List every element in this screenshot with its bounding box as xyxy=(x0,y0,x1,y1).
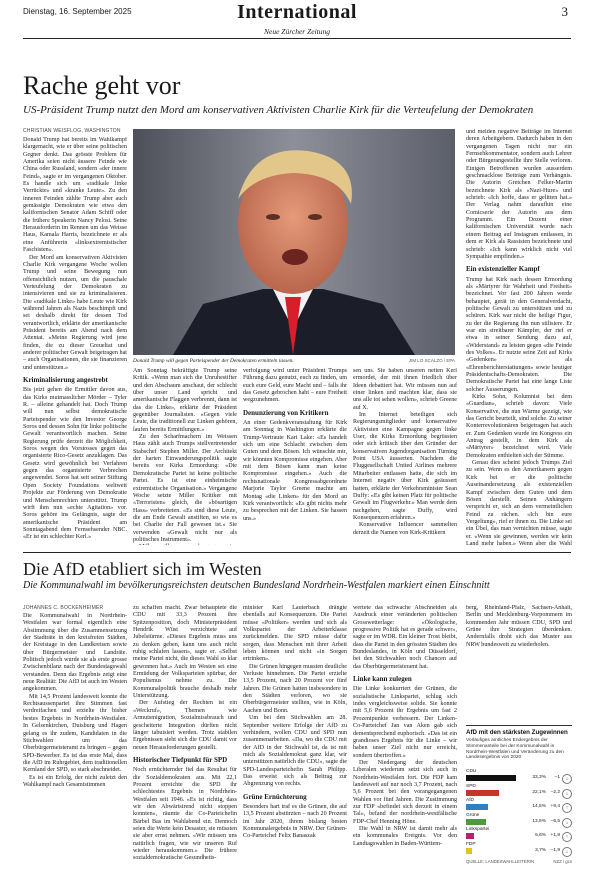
chart-change-label: –1 xyxy=(554,775,560,780)
chart-category-label: Grüne xyxy=(466,812,480,818)
newspaper-brand: Neue Zürcher Zeitung xyxy=(264,27,330,36)
photo-credit: JIM LO SCALZO / EPA xyxy=(408,358,455,363)
article2-col4 xyxy=(353,605,457,867)
arrow-down-icon: ↓ xyxy=(562,847,572,857)
chart-change-label: –1,9 xyxy=(550,847,560,853)
chart-title: AfD mit den stärksten Zugewinnen xyxy=(466,729,568,736)
subheading: Denunzierung von Kritikern xyxy=(243,408,329,417)
article1-col1 xyxy=(23,137,127,545)
subheading: Grüne Ernüchterung xyxy=(243,792,307,801)
article2-subhead: Die Kommunalwahl im bevölkerungsreichsten deutschen Bundesland Nordrhein-Westfalen markiert einen Einschnitt xyxy=(23,580,490,591)
paragraph: Der Mord am konservativen Aktivisten Charlie Kirk vergangene Woche wollen Trump und seine Bewegung nun offensichtlich nutzen, um die pauschale Verteufelung der Demokraten zu intensivieren und sie zu kriminalisieren. Die «radikale Linke» habe Leute wie Kirk während Jahren als Nazis beschimpft und sei deshalb direkt für dessen Tod verantwortlich, erklärte der amerikanische Präsident bereits am Abend nach dem Attentat. «Meine Regierung wird jene finden, die zu dieser Greueltat und anderer politischer Gewalt beigetragen hat – auch Organisationen, die sie finanzieren und unterstützen.» xyxy=(23,254,127,371)
chart-bar xyxy=(466,775,516,781)
paragraph: Am Sonntag bekräftigte Trump seine Kritik. «Wenn man sich die Unruhestifter und den Abschaum anschaut, der schlecht über unser Land spricht und amerikanische Flaggen verbrennt, dann ist das die Linke», erklärte der Präsident gegenüber Journalisten. «Gegen viele Leute, die traditionell zur Linken gehören, laufen bereits Ermittlungen.» xyxy=(133,368,237,433)
chart-category-label: SPD xyxy=(466,783,476,789)
paragraph: Bis jetzt gehen die Ermittler davon aus, das Kirks mutmasslicher Mörder – Tyler R. – alleine gehandelt hat. Doch Trump will nun selbst demokratische Parteispender wie den Investor George Soros und dessen Sohn für linke politische Gewalt verantwortlich machen. Seine Regierung prüfe derzeit die Möglichkeit, Soros wegen des Vorstosses gegen das organisierte Rico-Gesetz anzuklagen. Das Gesetz wird gewöhnlich bei Verfahren gegen das organisierte Verbrechen angewendet. Soros hat seit seiner Stiftung Open Society Foundations weltweit Projekte zur Förderung von Demokratie und Menschenrechten unterstützt. Trump wirft ihm nun «echte Agitation» vor. Soros gehöre ins Gefängnis, sagte der amerikanische Präsident am Sonntagabend dem Fernsehsender NBC. «Er ist ein schlechter Kerl.» xyxy=(23,387,127,541)
article1-byline: CHRISTIAN WEISFLOG, WASHINGTON xyxy=(23,128,121,134)
chart-bar xyxy=(466,790,499,796)
paragraph: Trump hat Kirk nach dessen Ermordung als «Märtyrer für Wahrheit und Freiheit» bezeichnet. Vor fast 200 Jahren werde behauptet, gerät in den Generalverdacht, politische Gewalt zu unterstützen und zu schüren. Kirk war nicht die heilige Figur, zu der die Regierung ihn nun stilisiere. Er war ein streitbarer Kämpfer, der rief er etwa in seiner Sendung dazu auf, «Widerstand» zu leisten gegen «die Feinde des Volkes». Er nutzte seine Zeit auf Kirks «Gedenken» als «Ehrenberichterstattungen» sowie heutiger Präsidentschafts-Demokraten. Die Demokratische Partei hat eine lange Liste solcher Äusserungen. xyxy=(466,276,572,393)
subheading: Kriminalisierung angestrebt xyxy=(23,376,108,384)
photo-caption: Donald Trump will gegen Parteispender der Demokraten ermitteln lassen. xyxy=(133,358,294,364)
paragraph: Die Grünen hingegen mussten deutliche Verluste hinnehmen. Die Partei erzielte 13,5 Prozent, nach 20 Prozent vor fünf Jahren. Die Grünen hatten insbesondere in den Städten verloren, wo sie Oberbürgermeister stellten, wie in Köln, Aachen und Bonn. xyxy=(243,663,347,714)
election-results-chart xyxy=(466,725,572,867)
article2-col3 xyxy=(243,605,347,867)
paragraph: An einer Gedenkveranstaltung für Kirk am Sonntag in Washington erklärte die Trump-Vertraute Kari Lake: «Es handelt sich um eine Schlacht zwischen dem Guten und dem Bösen. Ich wünschte mir, wir könnten Kompromisse eingehen. Aber mit dem Bösen kann man keine Kompromisse eingehen.» Auch die rechtsnationale Kongressabgeordnete Marjorie Taylor Greene machte am Montag «die Linken» für den Mord an Kirk verantwortlich: «Es gibt nichts mehr zu besprechen mit der Linken. Sie hassen uns.» xyxy=(243,420,347,522)
paragraph: Die Wahl in NRW ist damit mehr als ein kommunales Ereignis. Vor den Landtagswahlen in Baden-Württem- xyxy=(353,825,457,847)
paragraph: Kirks Sohn, Kolumnist bei dem «Guardian», schrieb davon: Viele Konservative, die nun Wärme gezeigt, wie das Gericht beurteilt, sind solche. Zu seiner Konterrevolutionären beigetragen hat auch er. Zum Gedenken wurde im Kongress ein Antrag gestellt, in dem Kirk als «Märtyrer» bezeichnet wird. Viele Demokraten enthielten sich der Stimme. xyxy=(466,394,572,459)
chart-source: QUELLE: LANDESWAHLLEITERIN xyxy=(466,859,535,864)
chart-category-label: FDP xyxy=(466,841,476,847)
subheading: Linke kann zulegen xyxy=(353,675,412,684)
chart-value-label: 3,7% xyxy=(535,847,546,853)
chart-row xyxy=(466,784,572,797)
chart-rows xyxy=(466,769,572,855)
article2-col1 xyxy=(23,613,127,867)
paragraph: Es ist ein Erfolg, der nicht zuletzt den Wahlkampf nach Gesamtstimmen xyxy=(23,774,127,788)
paragraph: Donald Trump hat bereits im Wahlkampf klargemacht, wie er über seine politischen Gegner denkt. Das grösste Problem für Amerika seien nicht äussere Feinde wie China oder Russland, sondern «der innere Feind», sagte er im vergangenen Oktober. Es handle sich um «radikale linke Verrückte» und «kranke Leute». Zu den inneren Feinden zählte Trump aber auch gemässigte Demokraten wie etwa den kalifornischen Senator Adam Schiff oder die frühere Speakerin Nancy Pelosi. Seine Herausforderin im Rennen um das Weisse Haus, Kamala Harris, bezeichnete er als eine Anführerin «linksextremistischer Faschisten». xyxy=(23,137,127,254)
paragraph: Der Aufstieg der Rechten ist ein «Weckruf», Themen wie Armutsmigration, Sozialmissbrauch und gescheiterte Integration dürften nicht länger tabuisiert werden. Trotz stabilen Ergebnissen sieht sich die CDU damit vor neuen Herausforderungen gestellt. xyxy=(133,700,237,751)
paragraph: minister Karl Lauterbach drängte ebenfalls auf Konsequenzen. Die Partei müsse «Politiker» werden und sich als Volkspartei der Arbeiterklasse zurückmelden. Die SPD müsse dafür sorgen, dass Menschen mit ihrer Arbeit leben können und nicht «in Sorgen ertrinken». xyxy=(243,605,347,663)
issue-date: Dienstag, 16. September 2025 xyxy=(23,7,132,16)
chart-category-label: AfD xyxy=(466,798,474,803)
paragraph: verfolgung wird unter Präsident Trumps Führung dazu genutzt, euch zu finden, um euch eure Geld, eure Macht und – falls ihr das Gesetz gebrochen habt – eure Freiheit wegzunehmen. xyxy=(243,368,347,404)
chart-bar xyxy=(466,848,472,854)
chart-row xyxy=(466,827,572,840)
arrow-down-icon: ↓ xyxy=(562,818,572,828)
arrow-down-icon: ↓ xyxy=(562,789,572,799)
article1-col1-text xyxy=(23,137,127,545)
chart-category-label: CDU xyxy=(466,769,477,774)
paragraph: Genau dies scheint jedoch Trumps Ziel zu sein. Wenn es den Amerikanern gegen Kirk bei er die politische Auseinandersetzung als existenziellen Kampf zwischen dem Guten und dem Bösen darstellt. Seinen Anhängern verspricht er, sich an dem vermeintlichen Feind zu rächen. «Ich bin eure Vergeltung», rief er ihnen zu. Die Linke sei ein Übel, das man vernichten müsse, sagte er. «Wenn sie gewinnen, werden wir kein Land mehr haben.» Wenn aber die Wahl xyxy=(466,460,572,545)
subheading: Ein existenzieller Kampf xyxy=(466,265,540,274)
trump-photo xyxy=(133,129,455,355)
chart-subtitle: Vorläufiges amtliches Endergebnis der Stimmenanteile bei der Kommunalwahl in Nordrhein-Westfalen und Veränderung zu den Landesergebnis von 2020 xyxy=(466,738,564,761)
arrow-up-icon: ↑ xyxy=(562,832,572,842)
arrow-up-icon: ↑ xyxy=(562,803,572,813)
chart-row xyxy=(466,813,572,826)
paragraph: wertete das schwache Abschneiden als Ausdruck einer veränderten politischen Grosswetterlage: «Ökologische, progressive Politik hat es gerade schwer», sagte er im WDR. Ein kleiner Trost bleibt, dass die Partei in den grössten Städten des Bundeslandes, in Köln und Düsseldorf, bei den Stichwahlen noch Chancen auf das Oberbürgermeisteramt hat. xyxy=(353,605,457,670)
chart-change-label: –2,2 xyxy=(550,789,560,795)
chart-value-label: 33,3% xyxy=(532,775,546,780)
paragraph: Die Linke konkurriert der Grünen, die sozialistische Linkspartei, schlug sich indes vergleichsweise solide. Sie konnte mit 5,6 Prozent ihr Ergebnis um fast 2 Prozentpunkte verbessern. Der Linken-Co-Parteichef Jan van Aken gab sich dementsprechend euphorisch. «Das ist ein grandioses Ergebnis für die Linke – wir haben unser Ziel nicht nur erreicht, sondern übertroffen.» xyxy=(353,686,457,759)
article1-subhead: US-Präsident Trump nutzt den Mord am konservativen Aktivisten Charlie Kirk für die Verteufelung der Demokraten xyxy=(23,104,534,116)
chart-row xyxy=(466,842,572,855)
paragraph: berg, Rheinland-Pfalz, Sachsen-Anhalt, Berlin und Mecklenburg-Vorpommern im kommenden Jahr müssen CDU, SPD und Grüne ihre Strategien überdenken. Andernfalls droht sich das Muster aus NRW bundesweit zu wiederholen. xyxy=(466,605,572,648)
paragraph: Noch ernüchternder fiel das Resultat für die Sozialdemokraten aus. Mit 22,1 Prozent erreichte die SPD ihr schlechtestes Ergebnis in Nordrhein-Westfalen seit 1946. «Es ist richtig, dass wir den Abwärtstrend nicht stoppen konnten», räumte die Co-Parteichefin Bärbel Bas im Wahlabend ein. Dennoch seien die Werte kein Desaster, sie müssten sie aber ernst nehmen. «Wir müssen uns natürlich fragen, wie wir unseren Ruf wieder herauskommen.» Die frühere sozialdemokratische Gesundheits- xyxy=(133,767,237,862)
chart-value-label: 14,5% xyxy=(532,804,546,809)
chart-row xyxy=(466,798,572,811)
paragraph: Im Internet beteiligen sich Regierungsmitglieder und konservative Aktivisten eine Kampagne gegen linke User, die Kirks Ermordung begrüssten oder sich kritisch über den Gründer der konservativen Jugendorganisation Turning Point USA äusserten. Nachdem die Fluggesellschaft United Airlines mehrere Mitarbeiter entlassen hatte, die sich im Internet negativ über Kirk geäussert hatten, erklärte der Verkehrsminister Sean Duffy: «Es gibt keinen Platz für politische Gewalt im Flugverkehr.» Man werde dem nachgehen, sagte Duffy, wird Konsequenzen erfahren.» xyxy=(353,412,457,521)
chart-bar xyxy=(466,804,488,810)
header-rule xyxy=(23,38,571,39)
paragraph: zu schaffen macht. Zwar behauptete die CDU mit 33,3 Prozent ihre Spitzenposition, doch Ministerpräsident Hendrik Wüst verzichtete auf Jubelstürme. «Dieses Ergebnis muss uns zu denken geben, kann uns auch nicht ruhig schlafen lassen», sagte er. «Selbst meine Partei nicht, die dieses Wahl so klar gewonnen hat.» Auch im Westen sei eine Ermüdung der Volksparteien spürbar, der Populismus nehme zu. Die Kommunalpolitik brauche deshalb mehr Unterstützung. xyxy=(133,605,237,700)
paragraph: und melden negative Beiträge im Internet deren Arbeitgebern. Dadurch haben in den vergangenen Tagen nicht nur ein Fernsehkommentator, sondern auch Lehrer oder Bürgerangestellte ihre Stelle verloren. Einigen Betroffenen wurden ausserdem geschmacklose Beiträge zum Verhängnis. Die Autorin Gretchen Felker-Martin bezeichnete Kirk als «Nazi-Hure» und schrieb: «Ich hoffe, dass er gelitten hat.» Der Verlag nahm daraufhin eine Comicserie der Autorin aus dem Programm. Ein Dozent einer kalifornischen Universität wurde nach einem Beitrag auf Instagram entlassen, in dem er Kirk als Rassisten bezeichnete und schrieb: «Ich kann wirklich nicht viel Sympathie empfinden.» xyxy=(466,129,572,260)
article1-col4 xyxy=(353,368,457,545)
article1-col2 xyxy=(133,368,237,545)
article2-headline: Die AfD etabliert sich im Westen xyxy=(23,559,262,579)
paragraph: Zu den Scharfmachern im Weissen Haus zählt auch Trumps stellvertretender Stabschef Stephen Miller. Der Architekt der harten Einwanderungspolitik sagte bereits vor Kirks Ermordung: «Die Demokratische Partei ist keine politische Partei. Es ist eine einheimische extremistische Organisation.» Vergangene Woche setzte Miller Kritiker mit «Terroristen» gleich, die «bösartigen Hass» verbreiteten. «Es sind diese Leute, die am Ende Gewalt anstiften, so wie es bei Charlie der Fall gewesen ist.» Sie verwenden «Gewalt nicht nur als politisches Instrument». xyxy=(133,434,237,543)
section-title: International xyxy=(237,1,357,23)
article-divider xyxy=(23,552,571,553)
chart-bar xyxy=(466,833,474,839)
page-number: 3 xyxy=(561,4,568,19)
article2-col5 xyxy=(466,605,572,715)
article1-col3 xyxy=(243,368,347,545)
article1-headline: Rache geht vor xyxy=(23,71,181,100)
chart-change-label: +9,4 xyxy=(550,804,560,809)
article1-col5 xyxy=(466,129,572,545)
chart-rule xyxy=(466,725,572,726)
chart-credit: NZZ / gcs xyxy=(553,859,572,864)
paragraph: Der Niedergang der deutschen Liberalen wiederum setzt sich auch in Nordrhein-Westfalen fort. Die FDP kam landesweit auf nur noch 3,7 Prozent, nach 5,6 Prozent bei den vorangegangenen Wahlen vor fünf Jahren. Die Zustimmung zur FDP «befindet sich derzeit in einem Tal», befand der nordrhein-westfälische FDP-Chef Henning Höne. xyxy=(353,759,457,825)
paragraph: Die Kommunalwahl in Nordrhein-Westfalen war formal eigentlich eine Abstimmung über die Zusammensetzung der Stadträte in den kreisfreien Städten, der Kreistage in den Landkreisen sowie über Bürgermeister und Landräte. Politisch jedoch wurde sie als erste grosse Zwischenbilanz nach der Bundestagswahl verstanden. Denn das Ergebnis zeigt eine neue Realität: Die AfD ist auch im Westen angekommen. xyxy=(23,613,127,693)
paragraph: Besonders hart traf es die Grünen, die auf 13,5 Prozent abstürzten – nach 20 Prozent im Jahr 2020, ihrem bislang besten Kommunalergebnis in NRW. Der Grünen-Co-Parteichef Felix Banaszak xyxy=(243,803,347,840)
chart-row xyxy=(466,769,572,782)
paragraph xyxy=(133,544,237,545)
chart-change-label: +1,8 xyxy=(550,833,560,838)
chart-category-label: Linkspartei xyxy=(466,827,490,832)
paragraph: Konservative Influencer sammelten derzeit die Namen von Kirk-Kritikern xyxy=(353,522,457,536)
chart-value-label: 13,5% xyxy=(532,818,546,824)
subheading: Historischer Tiefpunkt für SPD xyxy=(133,755,228,764)
article2-col2 xyxy=(133,605,237,867)
paragraph: sen uns. Sie haben unseren netten Kerl ermordet, der mit ihnen friedlich über Ideen debattiert hat. Wir müssen nun auf einer linken und machten klar, dass sie uns alle tot sehen wollen», schrieb Greene auf X. xyxy=(353,368,457,411)
chart-change-label: –6,5 xyxy=(550,818,560,824)
article2-byline: JOHANNES C. BOCKENHEIMER xyxy=(23,605,104,611)
arrow-down-icon: ↓ xyxy=(562,774,572,784)
chart-value-label: 22,1% xyxy=(532,789,546,795)
chart-value-label: 5,6% xyxy=(535,833,546,838)
paragraph: Um bei den Stichwahlen am 28. September weitere Erfolge der AfD zu verhindern, wollen CDU und SPD nun zusammenarbeiten. «Da, wo die CDU mit der AfD in der Stichwahl ist, da ist mit mich als Sozialdemokrat ganz klar, wir unterstützen natürlich die CDU», sagte die SPD-Landesparteichefin Sarah Philipp. Das erweist sich als Beitrag zur Abgrenzung von rechts. xyxy=(243,715,347,788)
chart-bar xyxy=(466,819,486,825)
paragraph: Mit 14,5 Prozent landesweit konnte die Rechtsaussenpartei ihre Stimmen fast verdreifachen und erzielte ihr bisher bestes Ergebnis in Nordrhein-Westfalen. In Gelsenkirchen, Duisburg und Hagen gelang es ihr zudem, Kandidaten in die Stichwahlen um das Oberbürgermeisteramt zu bringen – gegen SPD-Bewerber. Es ist das erste Mal, dass die AfD im Ruhrgebiet, dem traditionellen Kernland der SPD, so stark abschneidet. xyxy=(23,693,127,774)
